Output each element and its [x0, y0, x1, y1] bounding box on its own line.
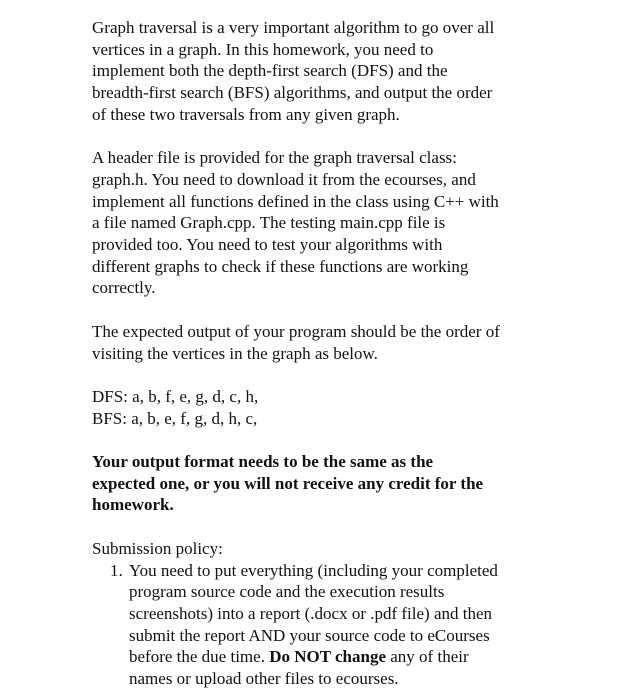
text-line: submit the report AND your source code to eCourses	[129, 625, 490, 645]
text-line: of these two traversals from any given graph.	[92, 104, 400, 124]
text-line: implement all functions defined in the class using C++ with	[92, 191, 499, 211]
text-line: different graphs to check if these functions are working	[92, 256, 469, 276]
text-line: expected one, or you will not receive any credit for the	[92, 473, 484, 493]
header-file-paragraph	[92, 147, 562, 299]
output-example	[92, 386, 562, 429]
text-line: Your output format needs to be the same as the	[92, 452, 434, 471]
text-line: graph.h. You need to download it from the ecourses, and	[92, 169, 476, 189]
text-fragment: any of their	[386, 647, 469, 667]
text-line: a file named Graph.cpp. The testing main.cpp file is	[92, 213, 446, 233]
dfs-output-line: DFS: a, b, f, e, g, d, c, h,	[92, 386, 259, 406]
text-line: Graph traversal is a very important algorithm to go over all	[92, 18, 495, 37]
text-line: visiting the vertices in the graph as below.	[92, 343, 378, 363]
text-fragment: before the due time.	[129, 647, 270, 667]
text-line: homework.	[92, 495, 174, 515]
list-number: 1.	[110, 560, 123, 580]
text-line: breadth-first search (BFS) algorithms, and output the order	[92, 83, 493, 103]
text-line: screenshots) into a report (.docx or .pdf file) and then	[129, 603, 493, 623]
text-line: You need to put everything (including your completed	[129, 560, 498, 580]
text-line	[129, 646, 562, 668]
submission-heading: Submission policy:	[92, 538, 223, 558]
policy-list-item	[92, 560, 562, 690]
emphasis-text: Do NOT change	[269, 647, 387, 667]
text-line: provided too. You need to test your algorithms with	[92, 235, 443, 255]
text-line: The expected output of your program should be the order of	[92, 321, 500, 341]
policy-list	[92, 560, 562, 690]
text-line: vertices in a graph. In this homework, you need to	[92, 39, 434, 59]
format-warning	[92, 451, 562, 516]
document-body	[92, 17, 562, 690]
intro-paragraph	[92, 17, 562, 126]
bfs-output-line: BFS: a, b, e, f, g, d, h, c,	[92, 408, 258, 428]
text-line: correctly.	[92, 278, 156, 298]
submission-policy	[92, 538, 562, 690]
text-line: names or upload other files to ecourses.	[129, 669, 399, 689]
text-line: A header file is provided for the graph traversal class:	[92, 148, 457, 168]
text-line: implement both the depth-first search (DFS) and the	[92, 61, 448, 81]
expected-output-paragraph	[92, 321, 562, 364]
text-line: program source code and the execution results	[129, 582, 445, 602]
